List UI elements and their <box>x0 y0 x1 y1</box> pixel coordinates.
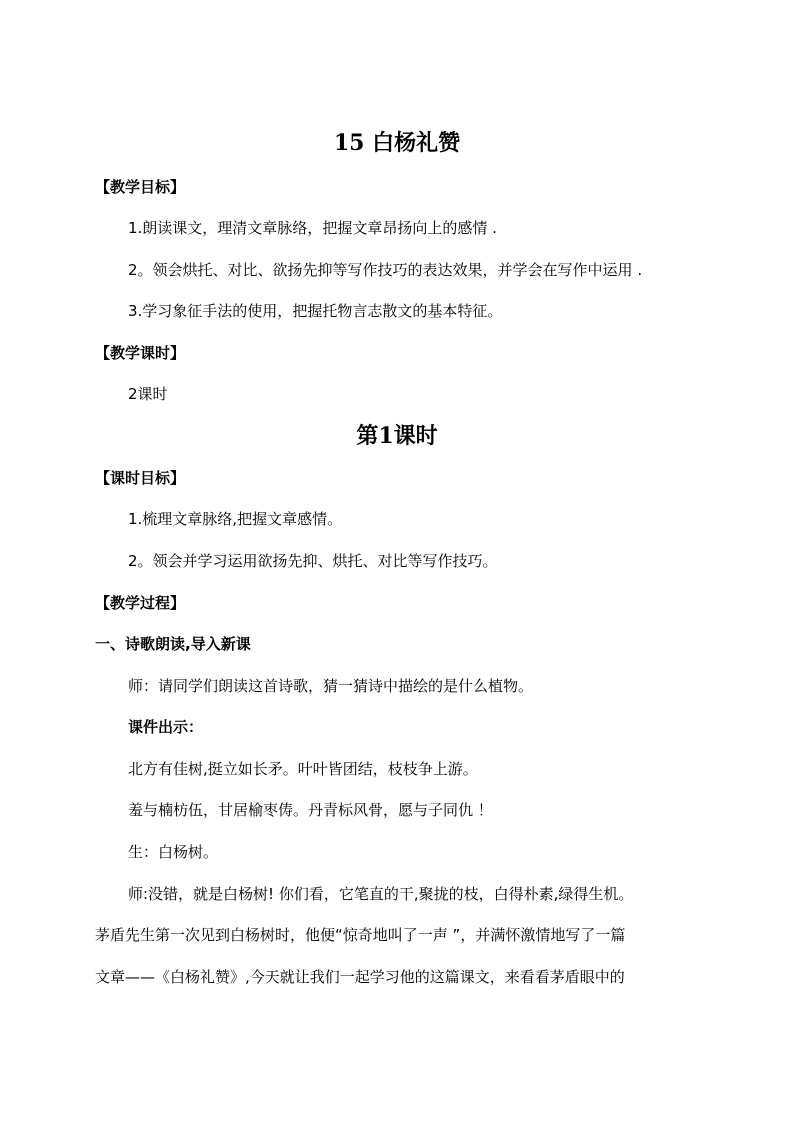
teacher-intro: 师：请同学们朗读这首诗歌，猜一猜诗中描绘的是什么植物。 <box>128 677 534 695</box>
part1-heading: 一、诗歌朗读,导入新课 <box>95 635 251 653</box>
poem-line-2: 羞与楠枋伍，甘居榆枣俦。丹青标风骨，愿与子同仇 ！ <box>128 801 493 819</box>
teacher-paragraph-line-2: 茅盾先生第一次见到白杨树时，他便“惊奇地叫了一声 ”，并满怀激情地写了一篇 <box>95 926 626 944</box>
hours-value: 2课时 <box>128 385 168 403</box>
hours-heading: 【教学课时】 <box>95 344 186 362</box>
process-heading: 【教学过程】 <box>95 594 186 612</box>
teacher-paragraph-line-1: 师:没错，就是白杨树! 你们看，它笔直的干,聚拢的枝，白得朴素,绿得生机。 <box>128 885 634 903</box>
lesson-goal-item-2: 2。领会并学习运用欲扬先抑、烘托、对比等写作技巧。 <box>128 552 498 570</box>
lesson-goals-heading: 【课时目标】 <box>95 469 186 487</box>
student-answer: 生：白杨树。 <box>128 843 219 861</box>
goal-item-3: 3.学习象征手法的使用，把握托物言志散文的基本特征。 <box>128 302 503 320</box>
courseware-label: 课件出示： <box>128 718 204 736</box>
teacher-paragraph-line-3: 文章——《白杨礼赞》,今天就让我们一起学习他的这篇课文，来看看茅盾眼中的 <box>95 968 625 986</box>
lesson-title: 第1课时 <box>356 423 438 449</box>
goals-heading: 【教学目标】 <box>95 178 186 196</box>
goal-item-2: 2。领会烘托、对比、欲扬先抑等写作技巧的表达效果，并学会在写作中运用 . <box>128 261 643 279</box>
lesson-goal-item-1: 1.梳理文章脉络,把握文章感情。 <box>128 510 343 528</box>
poem-line-1: 北方有佳树,挺立如长矛。叶叶皆团结，枝枝争上游。 <box>128 760 478 778</box>
document-title: 15 白杨礼赞 <box>333 130 461 156</box>
goal-item-1: 1.朗读课文，理清文章脉络，把握文章昂扬向上的感情 . <box>128 219 497 237</box>
